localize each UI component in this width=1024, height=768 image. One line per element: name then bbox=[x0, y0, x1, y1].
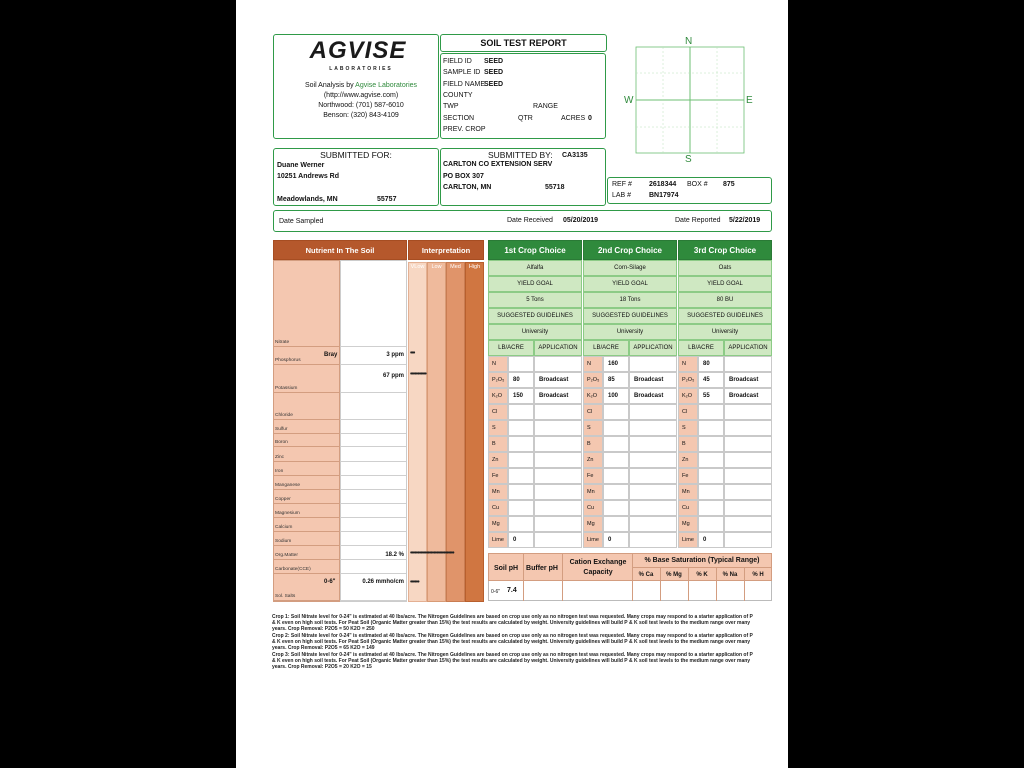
base-sat-column-label: % Ca bbox=[638, 572, 654, 578]
crop-lb-value bbox=[508, 404, 534, 420]
interp-high-label: High bbox=[468, 264, 481, 270]
acres-label: ACRES bbox=[561, 115, 586, 122]
yield-goal-value: 5 Tons bbox=[488, 292, 582, 308]
nutrient-result-row bbox=[340, 491, 406, 504]
crop-choice-header: 3rd Crop Choice bbox=[678, 240, 772, 260]
soil-ph-label: Soil pH bbox=[493, 565, 519, 572]
crop-lb-value bbox=[603, 468, 629, 484]
ph-divider-1 bbox=[523, 553, 524, 601]
crop-application-value bbox=[724, 532, 772, 548]
crop-lb-value bbox=[603, 500, 629, 516]
date-reported-value: 5/22/2019 bbox=[729, 217, 761, 224]
report-page bbox=[236, 0, 788, 768]
crop-nutrient-label: Fe bbox=[583, 468, 603, 484]
lb-acre-label: LB/ACRE bbox=[583, 340, 629, 356]
crop-lb-value bbox=[603, 516, 629, 532]
crop-application-value bbox=[629, 468, 677, 484]
submitted-by-zip: 55718 bbox=[545, 184, 565, 191]
base-sat-divider bbox=[660, 568, 661, 601]
submitted-by-city: CARLTON, MN bbox=[443, 184, 492, 191]
crop-nutrient-label: Cl bbox=[583, 404, 603, 420]
base-sat-column-label: % Mg bbox=[666, 572, 682, 578]
crop-nutrient-label: Cu bbox=[583, 500, 603, 516]
crop-lb-value bbox=[508, 420, 534, 436]
application-label: APPLICATION bbox=[534, 340, 582, 356]
guidelines-label: SUGGESTED GUIDELINES bbox=[488, 308, 582, 324]
lab-phone-benson: Benson: (320) 843-4109 bbox=[323, 112, 399, 119]
crop-application-value: Broadcast bbox=[724, 372, 772, 388]
crop-lb-value: 80 bbox=[698, 356, 724, 372]
interp-high-column bbox=[465, 262, 484, 602]
base-sat-divider bbox=[716, 568, 717, 601]
crop-application-value bbox=[724, 356, 772, 372]
nutrient-result-row bbox=[340, 477, 406, 490]
field-id-value: SEED bbox=[484, 58, 504, 65]
crop-application-value bbox=[534, 420, 582, 436]
crop-lb-value: 150 bbox=[508, 388, 534, 404]
date-reported-label: Date Reported bbox=[675, 217, 721, 224]
crop-lb-value bbox=[603, 420, 629, 436]
crop-lb-value bbox=[508, 484, 534, 500]
crop-application-value bbox=[534, 532, 582, 548]
crop-application-value bbox=[724, 484, 772, 500]
nutrient-depth: 0-6" bbox=[324, 579, 336, 585]
lab-line-analysis bbox=[286, 81, 436, 90]
field-name-label: FIELD NAME bbox=[443, 81, 486, 88]
crop-nutrient-label: Mg bbox=[583, 516, 603, 532]
yield-goal-label: YIELD GOAL bbox=[678, 276, 772, 292]
crop-lb-value bbox=[508, 356, 534, 372]
crop-lb-value bbox=[508, 436, 534, 452]
report-title: SOIL TEST REPORT bbox=[480, 38, 567, 48]
crop-lb-value: 0 bbox=[603, 532, 629, 548]
nutrient-result-row bbox=[340, 448, 406, 462]
base-sat-rule bbox=[632, 567, 772, 568]
crop-application-value bbox=[629, 404, 677, 420]
crop-nutrient-label: P₂O₅ bbox=[488, 372, 508, 388]
ref-value: 2618344 bbox=[649, 181, 677, 188]
nutrient-result-row bbox=[340, 422, 406, 434]
application-label: APPLICATION bbox=[629, 340, 677, 356]
nutrient-value: 0.26 mmho/cm bbox=[362, 579, 404, 585]
crop-lb-value bbox=[698, 404, 724, 420]
crop-lb-value bbox=[603, 436, 629, 452]
submitted-for-city: Meadowlands, MN bbox=[277, 196, 338, 203]
range-label: RANGE bbox=[533, 103, 558, 110]
crop-application-value: Broadcast bbox=[629, 372, 677, 388]
crop-nutrient-label: Cl bbox=[678, 404, 698, 420]
compass-north: N bbox=[685, 36, 693, 47]
nutrient-label: Magnesium bbox=[274, 505, 340, 518]
crop-application-value bbox=[534, 356, 582, 372]
guidelines-label: SUGGESTED GUIDELINES bbox=[678, 308, 772, 324]
crop-application-value bbox=[629, 452, 677, 468]
twp-label: TWP bbox=[443, 103, 459, 110]
crop-lb-value bbox=[508, 452, 534, 468]
crop-application-value bbox=[724, 452, 772, 468]
nutrient-result-row bbox=[340, 463, 406, 476]
interp-header: Interpretation bbox=[408, 240, 484, 260]
compass-east: E bbox=[746, 95, 753, 106]
lab-url[interactable]: (http://www.agvise.com) bbox=[323, 92, 399, 99]
crop-nutrient-label: B bbox=[488, 436, 508, 452]
section-label: SECTION bbox=[443, 115, 475, 122]
base-sat-column-label: % K bbox=[696, 572, 708, 578]
ph-divider-2 bbox=[562, 553, 563, 601]
nutrient-label: Iron bbox=[274, 463, 340, 476]
nutrient-result-row bbox=[340, 561, 406, 574]
crop-nutrient-label: N bbox=[488, 356, 508, 372]
crop-lb-value bbox=[603, 484, 629, 500]
nutrient-result-row bbox=[340, 435, 406, 447]
crop-nutrient-label: P₂O₅ bbox=[583, 372, 603, 388]
crop-application-value bbox=[534, 436, 582, 452]
crop-lb-value bbox=[508, 516, 534, 532]
crop-nutrient-label: Lime bbox=[488, 532, 508, 548]
crop-lb-value: 160 bbox=[603, 356, 629, 372]
crop-name: Corn-Silage bbox=[583, 260, 677, 276]
crop-nutrient-label: Zn bbox=[583, 452, 603, 468]
crop-nutrient-label: K₂O bbox=[583, 388, 603, 404]
crop-choice-header: 1st Crop Choice bbox=[488, 240, 582, 260]
lb-acre-label: LB/ACRE bbox=[678, 340, 724, 356]
base-sat-divider bbox=[688, 568, 689, 601]
crop-nutrient-label: Mn bbox=[488, 484, 508, 500]
guidelines-value: University bbox=[678, 324, 772, 340]
soil-ph-value: 7.4 bbox=[507, 587, 517, 594]
crop-nutrient-label: P₂O₅ bbox=[678, 372, 698, 388]
field-name-value: SEED bbox=[484, 81, 504, 88]
field-id-label: FIELD ID bbox=[443, 58, 472, 65]
crop-nutrient-label: Cl bbox=[488, 404, 508, 420]
ph-depth: 0-6" bbox=[491, 589, 501, 595]
interp-dots-row: ••••••••••• bbox=[410, 371, 426, 378]
crop-nutrient-label: Zn bbox=[678, 452, 698, 468]
submitted-by-label: SUBMITTED BY: bbox=[488, 150, 553, 160]
date-received-label: Date Received bbox=[507, 217, 553, 224]
submitted-for-zip: 55757 bbox=[377, 196, 397, 203]
crop-nutrient-label: S bbox=[583, 420, 603, 436]
nutrient-result-row bbox=[340, 395, 406, 420]
crop-choice-header: 2nd Crop Choice bbox=[583, 240, 677, 260]
submitted-by-code: CA3135 bbox=[562, 152, 588, 159]
yield-goal-label: YIELD GOAL bbox=[488, 276, 582, 292]
crop-lb-value bbox=[698, 468, 724, 484]
crop-nutrient-label: N bbox=[678, 356, 698, 372]
crop-application-value bbox=[629, 484, 677, 500]
footnote-crop-3: Crop 3: Soil Nitrate level for 0-24" is estimated at 40 lbs/acre. The Nitrogen Guidelines are based on crop use only as no nitrogen test was requested. Many crops may respond to a starter application of P & K even on high soil tests. For Peat Soil (Organic Matter greater than 15%) the test results are calculated by weight. University guidelines will build P & K soil test levels to the medium range over many years. Crop Removal: P2O5 = 20 K2O = 15 bbox=[272, 652, 753, 670]
crop-lb-value bbox=[603, 404, 629, 420]
nutrient-header: Nutrient In The Soil bbox=[273, 240, 407, 260]
box-label: BOX # bbox=[687, 181, 708, 188]
nutrient-label: Nitrate bbox=[274, 262, 340, 347]
footnote-crop-1: Crop 1: Soil Nitrate level for 0-24" is estimated at 40 lbs/acre. The Nitrogen Guidelines are based on crop use only as no nitrogen test was requested. Many crops may respond to a starter application of P & K even on high soil tests. For Peat Soil (Organic Matter greater than 15%) the test results are calculated by weight. University guidelines will build P & K soil test levels to the medium range over many years. Crop Removal: P2O5 = 50 K2O = 250 bbox=[272, 614, 753, 632]
crop-application-value: Broadcast bbox=[724, 388, 772, 404]
crop-lb-value bbox=[698, 436, 724, 452]
crop-application-value bbox=[629, 500, 677, 516]
crop-lb-value: 0 bbox=[508, 532, 534, 548]
crop-lb-value: 0 bbox=[698, 532, 724, 548]
crop-application-value bbox=[724, 500, 772, 516]
guidelines-value: University bbox=[583, 324, 677, 340]
crop-application-value bbox=[629, 532, 677, 548]
nutrient-label: Carbonate(CCE) bbox=[274, 561, 340, 574]
crop-application-value bbox=[629, 420, 677, 436]
prev-crop-label: PREV. CROP bbox=[443, 126, 486, 133]
crop-application-value bbox=[724, 436, 772, 452]
nutrient-label: Chloride bbox=[274, 395, 340, 420]
crop-application-value bbox=[534, 516, 582, 532]
crop-application-value bbox=[724, 516, 772, 532]
nutrient-label: Phosphorus bbox=[274, 347, 340, 365]
nutrient-value: 18.2 % bbox=[385, 552, 404, 558]
crop-nutrient-label: Mg bbox=[488, 516, 508, 532]
crop-nutrient-label: Zn bbox=[488, 452, 508, 468]
nutrient-label: Potassium bbox=[274, 368, 340, 393]
guidelines-label: SUGGESTED GUIDELINES bbox=[583, 308, 677, 324]
crop-lb-value: 100 bbox=[603, 388, 629, 404]
submitted-by-address: PO BOX 307 bbox=[443, 173, 484, 180]
date-sampled-label: Date Sampled bbox=[279, 218, 324, 225]
crop-lb-value bbox=[698, 516, 724, 532]
guidelines-value: University bbox=[488, 324, 582, 340]
crop-lb-value bbox=[508, 468, 534, 484]
qtr-label: QTR bbox=[518, 115, 533, 122]
crop-application-value bbox=[724, 404, 772, 420]
crop-nutrient-label: Fe bbox=[678, 468, 698, 484]
yield-goal-value: 18 Tons bbox=[583, 292, 677, 308]
cec-label: Cation Exchange Capacity bbox=[569, 559, 627, 576]
crop-application-value bbox=[629, 516, 677, 532]
crop-nutrient-label: N bbox=[583, 356, 603, 372]
crop-nutrient-label: S bbox=[488, 420, 508, 436]
box-value: 875 bbox=[723, 181, 735, 188]
crop-application-value bbox=[534, 468, 582, 484]
nutrient-label: Sol. Salts bbox=[274, 575, 340, 601]
agvise-logo: AGVISE bbox=[309, 37, 407, 64]
crop-nutrient-label: Mg bbox=[678, 516, 698, 532]
crop-nutrient-label: Lime bbox=[678, 532, 698, 548]
crop-application-value: Broadcast bbox=[629, 388, 677, 404]
application-label: APPLICATION bbox=[724, 340, 772, 356]
crop-application-value bbox=[724, 468, 772, 484]
submitted-for-label: SUBMITTED FOR: bbox=[320, 150, 392, 160]
compass-west: W bbox=[624, 95, 634, 106]
sample-id-label: SAMPLE ID bbox=[443, 69, 481, 76]
date-received-value: 05/20/2019 bbox=[563, 217, 599, 224]
crop-nutrient-label: Cu bbox=[678, 500, 698, 516]
crop-nutrient-label: Mn bbox=[678, 484, 698, 500]
lab-label: LAB # bbox=[612, 192, 632, 199]
crop-lb-value bbox=[698, 500, 724, 516]
compass-grid bbox=[632, 42, 758, 166]
crop-lb-value: 80 bbox=[508, 372, 534, 388]
interp-dots-row: •••••••••••••••••••••••••••••• bbox=[410, 550, 454, 557]
nutrient-label: Manganese bbox=[274, 477, 340, 490]
crop-lb-value bbox=[698, 420, 724, 436]
nutrient-label: Boron bbox=[274, 435, 340, 447]
base-sat-column-label: % Na bbox=[722, 572, 738, 578]
footnote-crop-2: Crop 2: Soil Nitrate level for 0-24" is estimated at 40 lbs/acre. The Nitrogen Guidelines are based on crop use only as no nitrogen test was requested. Many crops may respond to a starter application of P & K even on high soil tests. For Peat Soil (Organic Matter greater than 15%) the test results are calculated by weight. University guidelines will build P & K soil test levels to the medium range over many years. Crop Removal: P2O5 = 65 K2O = 149 bbox=[272, 633, 753, 651]
crop-nutrient-label: B bbox=[583, 436, 603, 452]
yield-goal-value: 80 BU bbox=[678, 292, 772, 308]
crop-application-value: Broadcast bbox=[534, 372, 582, 388]
lab-phone-northwood: Northwood: (701) 587-6010 bbox=[318, 102, 404, 109]
nutrient-depth: Bray bbox=[324, 352, 338, 358]
nutrient-label: Sodium bbox=[274, 533, 340, 546]
lb-acre-label: LB/ACRE bbox=[488, 340, 534, 356]
nutrient-result-row bbox=[340, 533, 406, 546]
logo-subtitle: LABORATORIES bbox=[329, 66, 393, 72]
interp-low-label: Low bbox=[431, 264, 442, 270]
sample-id-value: SEED bbox=[484, 69, 504, 76]
crop-lb-value: 55 bbox=[698, 388, 724, 404]
submitted-for-address: 10251 Andrews Rd bbox=[277, 173, 339, 180]
crop-lb-value bbox=[698, 484, 724, 500]
crop-lb-value: 45 bbox=[698, 372, 724, 388]
crop-name: Alfalfa bbox=[488, 260, 582, 276]
crop-nutrient-label: Fe bbox=[488, 468, 508, 484]
lab-value: BN17974 bbox=[649, 192, 679, 199]
crop-lb-value bbox=[508, 500, 534, 516]
base-sat-divider bbox=[744, 568, 745, 601]
crop-name: Oats bbox=[678, 260, 772, 276]
submitted-by-name: CARLTON CO EXTENSION SERV bbox=[443, 161, 553, 168]
nutrient-result-row bbox=[340, 519, 406, 532]
base-sat-label: % Base Saturation (Typical Range) bbox=[644, 557, 760, 564]
interp-vlow-label: VLow bbox=[410, 264, 425, 270]
ref-label: REF # bbox=[612, 181, 632, 188]
nutrient-value: 67 ppm bbox=[382, 373, 404, 379]
crop-lb-value bbox=[698, 452, 724, 468]
crop-application-value bbox=[629, 356, 677, 372]
compass-south: S bbox=[685, 154, 692, 165]
base-sat-column-label: % H bbox=[752, 572, 764, 578]
yield-goal-label: YIELD GOAL bbox=[583, 276, 677, 292]
crop-application-value bbox=[534, 452, 582, 468]
crop-application-value bbox=[534, 484, 582, 500]
crop-nutrient-label: Mn bbox=[583, 484, 603, 500]
nutrient-label: Zinc bbox=[274, 448, 340, 462]
lab-name-link[interactable]: Agvise Laboratories bbox=[355, 82, 418, 89]
acres-value: 0 bbox=[588, 115, 592, 122]
crop-application-value bbox=[629, 436, 677, 452]
crop-application-value bbox=[724, 420, 772, 436]
crop-nutrient-label: B bbox=[678, 436, 698, 452]
nutrient-label: Org.Matter bbox=[274, 547, 340, 560]
interp-dots-row: •••••• bbox=[410, 579, 419, 586]
lab-line-prefix: Soil Analysis by bbox=[304, 82, 354, 89]
nutrient-result-row bbox=[340, 262, 406, 347]
nutrient-label: Calcium bbox=[274, 519, 340, 532]
crop-nutrient-label: K₂O bbox=[678, 388, 698, 404]
crop-application-value: Broadcast bbox=[534, 388, 582, 404]
nutrient-label: Sulfur bbox=[274, 422, 340, 434]
crop-lb-value bbox=[603, 452, 629, 468]
crop-application-value bbox=[534, 500, 582, 516]
buffer-ph-label: Buffer pH bbox=[526, 565, 558, 572]
crop-lb-value: 85 bbox=[603, 372, 629, 388]
interp-med-label: Med bbox=[450, 264, 461, 270]
county-label: COUNTY bbox=[443, 92, 473, 99]
crop-nutrient-label: Lime bbox=[583, 532, 603, 548]
crop-application-value bbox=[534, 404, 582, 420]
crop-nutrient-label: S bbox=[678, 420, 698, 436]
nutrient-label: Copper bbox=[274, 491, 340, 504]
interp-dots-row: ••• bbox=[410, 350, 415, 357]
nutrient-value: 3 ppm bbox=[386, 352, 404, 358]
nutrient-result-row bbox=[340, 505, 406, 518]
submitted-for-name: Duane Werner bbox=[277, 162, 325, 169]
crop-nutrient-label: K₂O bbox=[488, 388, 508, 404]
crop-nutrient-label: Cu bbox=[488, 500, 508, 516]
